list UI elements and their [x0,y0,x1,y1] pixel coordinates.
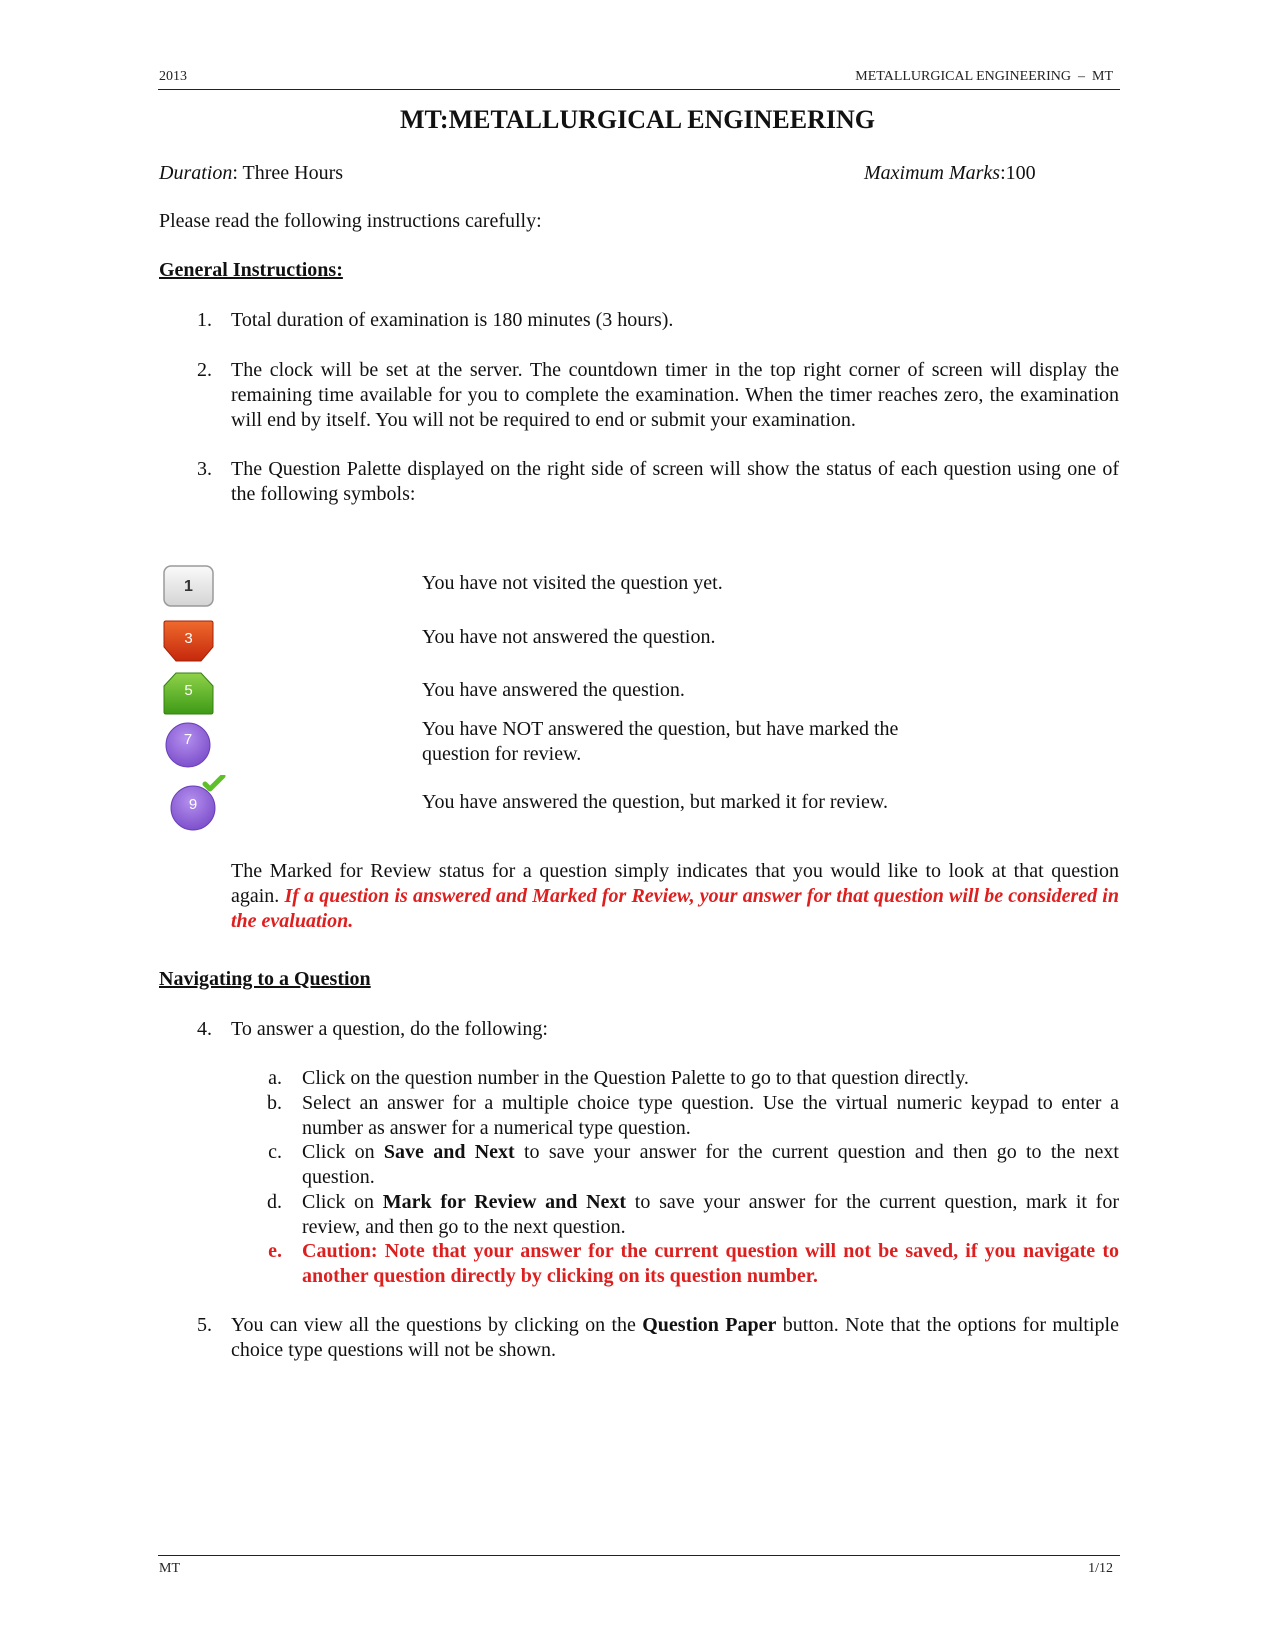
subitem-d-pre: Click on [302,1191,383,1213]
answered-marked-review-icon-number: 9 [188,796,198,813]
review-note-text: The Marked for Review status for a question simply indicates that you would like to look at that question again. [231,860,1119,907]
answered-icon [163,672,215,721]
header-year: 2013 [159,69,187,84]
item-3-number: 3. [197,458,212,480]
item-3-text: The Question Palette displayed on the right side of screen will show the status of each question using one of the following symbols: [231,458,1119,505]
max-marks [864,161,1036,186]
not-answered-icon-number: 3 [184,630,193,647]
item-5-number: 5. [197,1314,212,1336]
subitem-c [302,1140,1119,1190]
subitem-a-label: a. [268,1067,282,1089]
caution-text: Caution: Note that your answer for the current question will not be saved, if you navigate to another question directly by clicking on its question number. [302,1240,1119,1287]
subitem-c-pre: Click on [302,1141,384,1163]
marked-review-icon-number: 7 [183,731,193,748]
subitem-c-post: to save your answer for the current question and then go to the next question. [302,1141,1119,1188]
header-subject: METALLURGICAL ENGINEERING – MT [855,69,1113,84]
item-2-number: 2. [197,359,212,381]
subitem-d-label: d. [267,1191,282,1213]
duration-value: : Three Hours [232,162,344,184]
subitem-b-label: b. [267,1092,282,1114]
save-and-next-term: Save and Next [383,1141,515,1163]
not-answered-icon [163,619,215,668]
navigating-heading: Navigating to a Question [159,968,371,990]
header-rule [158,89,1120,90]
mark-for-review-term: Mark for Review and Next [382,1191,627,1213]
legend-answered-text: You have answered the question. [422,679,685,701]
footer-code: MT [159,1561,180,1576]
item-2-text: The clock will be set at the server. The countdown timer in the top right corner of screen will display the remaining time available for you to complete the examination. When the timer reaches zero, the examination will end by itself. You will not be required to end or submit your examination. [231,359,1119,431]
legend-marked-review-text: You have NOT answered the question, but have marked the question for review. [422,718,899,765]
not-visited-icon-number: 1 [184,578,193,595]
page-title: MT:METALLURGICAL ENGINEERING [399,105,876,134]
page-number: 1/12 [1088,1561,1113,1576]
subitem-b-text: Select an answer for a multiple choice type question. Use the virtual numeric keypad to enter a number as answer for a numerical type question. [302,1092,1119,1139]
checkmark-icon [205,776,223,789]
subitem-c-label: c. [268,1141,282,1163]
general-instructions-heading: General Instructions: [159,259,343,281]
duration-label: Duration [159,162,233,184]
intro-text: Please read the following instructions carefully: [159,210,542,232]
review-note [231,859,1119,934]
item-4-text: To answer a question, do the following: [231,1018,548,1040]
legend-not-visited-text: You have not visited the question yet. [422,572,723,594]
max-marks-label: Maximum Marks [864,162,1001,184]
item-1-text: Total duration of examination is 180 minutes (3 hours). [231,309,674,331]
item-5-pre: You can view all the questions by clicking on the [231,1314,643,1336]
review-note-highlight: If a question is answered and Marked for Review, your answer for that question will be considered in the evaluation. [231,885,1119,932]
item-5 [231,1313,1119,1363]
answered-icon-number: 5 [184,682,193,699]
duration [159,161,343,186]
subitem-e-label: e. [268,1240,282,1262]
item-5-post: button. Note that the options for multiple choice type questions will not be shown. [231,1314,1119,1361]
legend-answered-marked-review-text: You have answered the question, but marked it for review. [422,791,888,813]
max-marks-value: :100 [1000,162,1036,184]
answered-marked-review-icon [168,775,230,838]
item-4-number: 4. [197,1018,212,1040]
subitem-d [302,1190,1119,1240]
question-paper-term: Question Paper [642,1314,777,1336]
marked-review-icon [164,721,214,776]
footer-rule [158,1555,1120,1556]
legend-not-answered-text: You have not answered the question. [422,626,716,648]
subitem-a-text: Click on the question number in the Question Palette to go to that question directly. [302,1067,969,1089]
not-visited-icon [163,565,215,614]
item-1-number: 1. [197,309,212,331]
subitem-d-post: to save your answer for the current question, mark it for review, and then go to the next question. [302,1191,1119,1238]
